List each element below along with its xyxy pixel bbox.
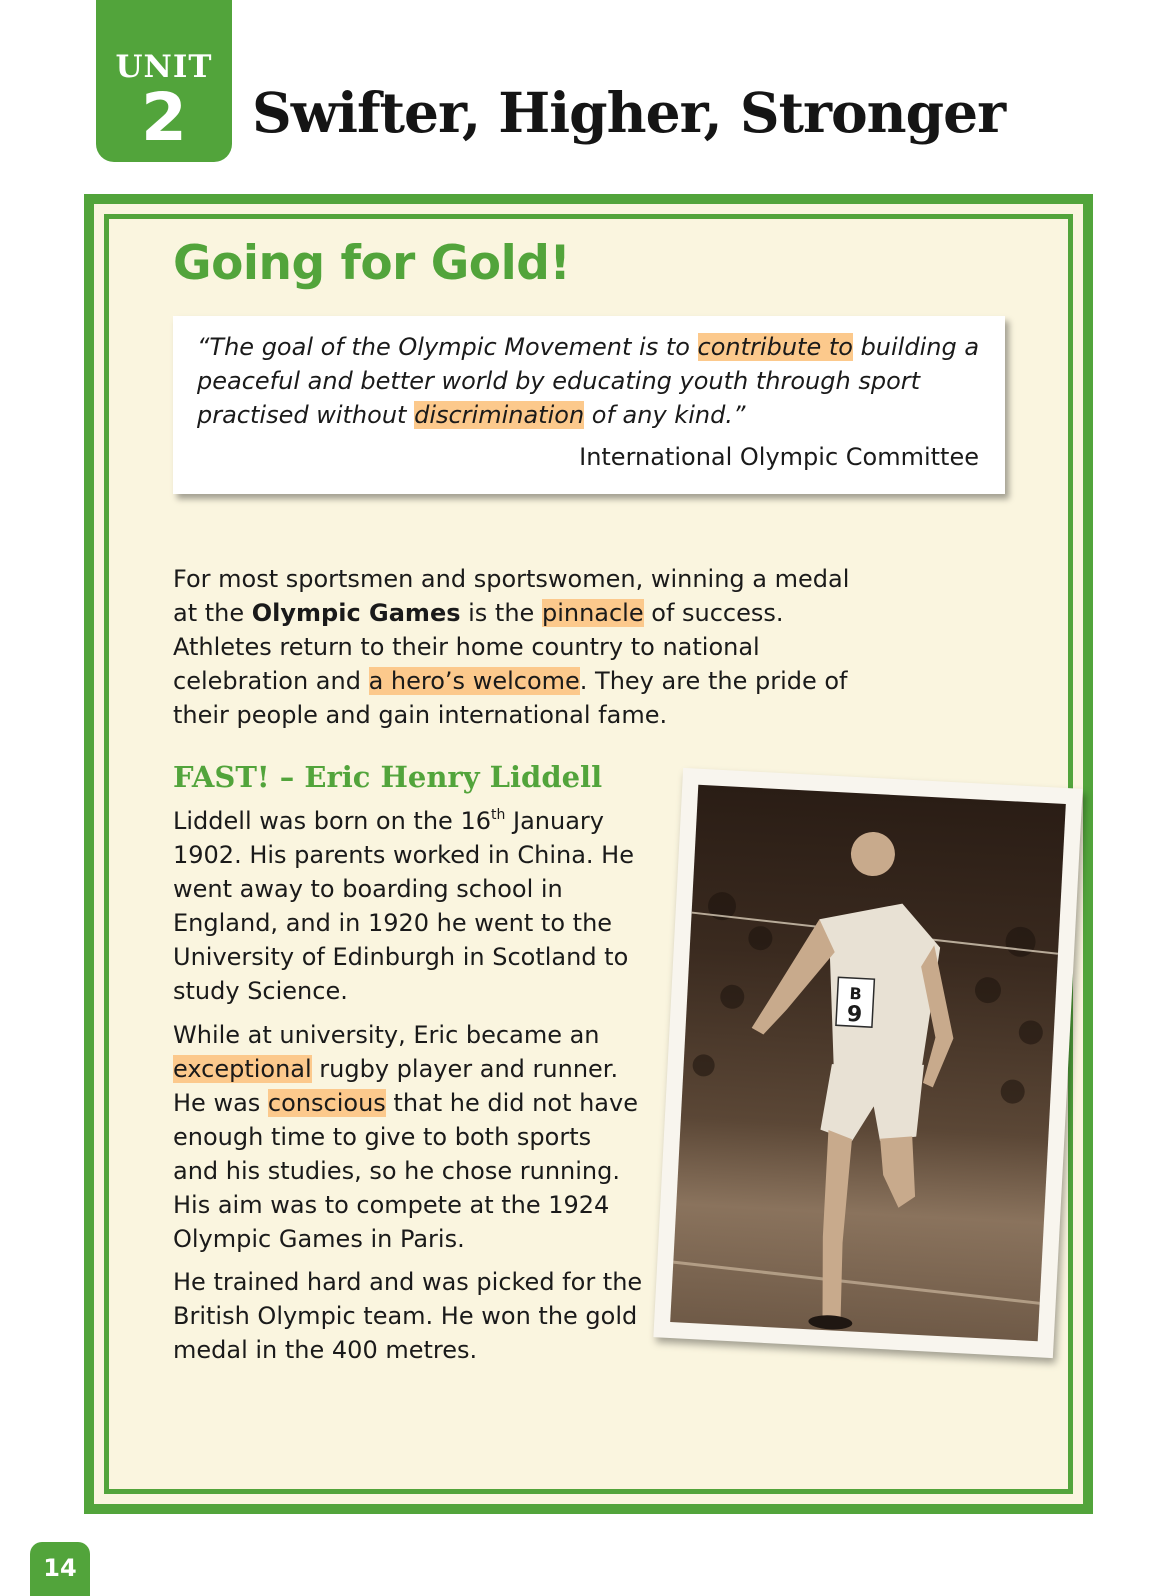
bib-number: 9 bbox=[846, 1001, 863, 1028]
bio-paragraph-1 bbox=[173, 804, 643, 1008]
ordinal-suffix: th bbox=[491, 807, 506, 823]
bold-term: Olympic Games bbox=[251, 599, 461, 627]
photo-frame bbox=[653, 768, 1082, 1358]
bio-paragraph-3: He trained hard and was picked for the British Olympic team. He won the gold medal in the 400 metres. bbox=[173, 1268, 643, 1364]
unit-badge bbox=[96, 0, 232, 162]
intro-text-part: of success. Athletes return to their home country to national celebration and bbox=[173, 599, 784, 695]
highlighted-term: contribute to bbox=[697, 333, 853, 361]
quote-text-part: “The goal of the Olympic Movement is to bbox=[197, 333, 698, 361]
quote-source: International Olympic Committee bbox=[579, 443, 979, 471]
bio-text-part: Liddell was born on the 16 bbox=[173, 807, 491, 835]
highlighted-term: exceptional bbox=[173, 1055, 312, 1083]
runner-figure bbox=[736, 826, 964, 1335]
bio-heading: FAST! – Eric Henry Liddell bbox=[173, 760, 603, 794]
intro-text-part: . They are the pride of their people and gain international fame. bbox=[173, 667, 848, 729]
unit-number: 2 bbox=[141, 79, 187, 156]
bio-paragraph-2 bbox=[173, 1018, 643, 1256]
bio-text-part: While at university, Eric became an bbox=[173, 1021, 600, 1049]
intro-paragraph bbox=[173, 562, 853, 732]
highlighted-term: a hero’s welcome bbox=[368, 667, 580, 695]
page-number: 14 bbox=[30, 1542, 90, 1596]
section-title: Going for Gold! bbox=[173, 236, 571, 291]
quote-box bbox=[173, 316, 1005, 494]
bio-text-part: January 1902. His parents worked in China. He went away to boarding school in England, and in 1920 he went to the University of Edinburgh in Scotland to study Science. bbox=[173, 807, 634, 1005]
bib-letter: B bbox=[849, 983, 863, 1004]
runner-illustration bbox=[670, 785, 1066, 1342]
highlighted-term: pinnacle bbox=[541, 599, 644, 627]
quote-text-part: of any kind.” bbox=[584, 401, 746, 429]
bio-text-part: that he did not have enough time to give to both sports and his studies, so he chose running. His aim was to compete at the 1924 Olympic Games in Paris. bbox=[173, 1089, 638, 1253]
intro-text-part: For most sportsmen and sportswomen, winning a medal at the bbox=[173, 565, 850, 627]
highlighted-term: discrimination bbox=[414, 401, 585, 429]
quote-text-part: building a peaceful and better world by educating youth through sport practised without bbox=[197, 333, 980, 429]
quote-text bbox=[197, 330, 997, 432]
intro-text-part: is the bbox=[460, 599, 542, 627]
highlighted-term: conscious bbox=[267, 1089, 386, 1117]
runner-photo bbox=[670, 785, 1066, 1342]
page-title: Swifter, Higher, Stronger bbox=[252, 80, 1006, 145]
unit-label: UNIT bbox=[115, 49, 213, 85]
bio-text-part: rugby player and runner. He was bbox=[173, 1055, 619, 1117]
